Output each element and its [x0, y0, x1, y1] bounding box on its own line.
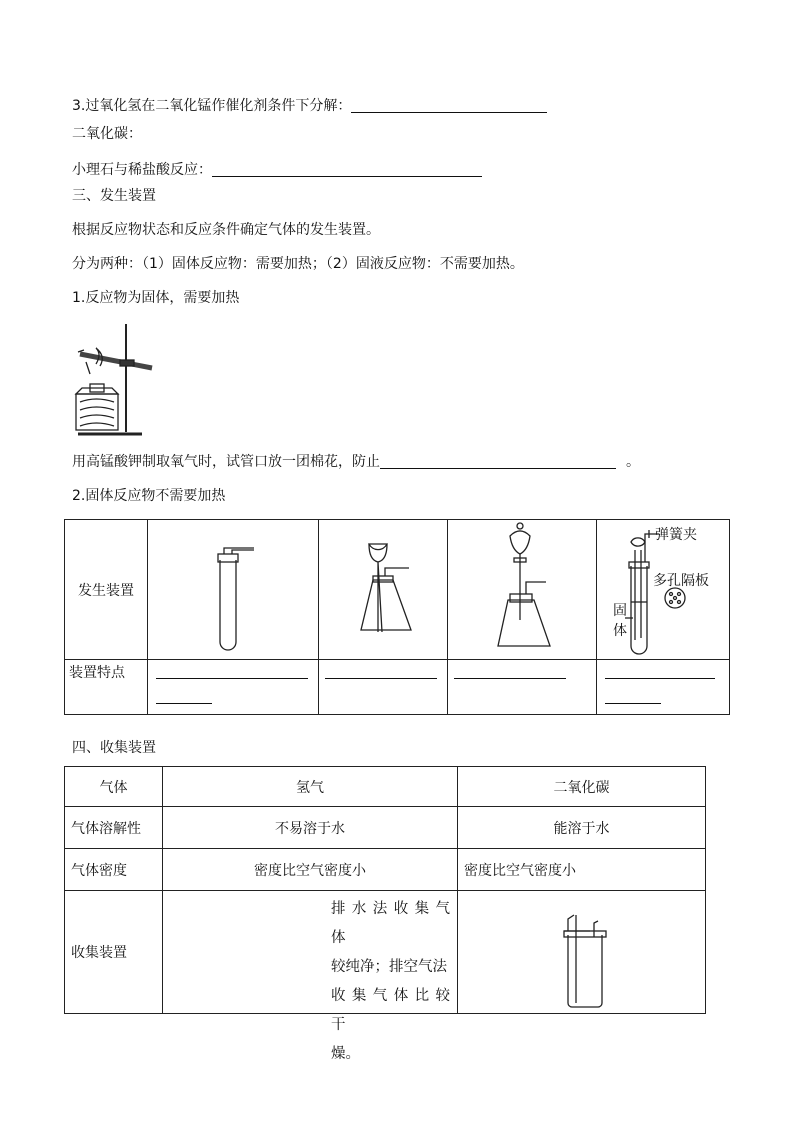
gen-cell-kipp-tube	[597, 520, 730, 660]
marble-prompt: 小理石与稀盐酸反应：	[72, 162, 212, 178]
porous-plate-label: 多孔隔板	[653, 573, 709, 589]
density-label: 气体密度	[65, 849, 163, 891]
solid-label-1: 固	[613, 603, 627, 619]
feature-row-label: 装置特点	[65, 660, 148, 715]
subtitle-1: 1.反应物为固体，需要加热	[72, 290, 240, 306]
kmno4-prompt: 用高锰酸钾制取氧气时，试管口放一团棉花，防止	[72, 454, 380, 470]
spring-clip-label: 弹簧夹	[655, 527, 697, 543]
solubility-co2: 能溶于水	[458, 807, 706, 849]
gen-cell-test-tube	[148, 520, 319, 660]
density-co2: 密度比空气密度小	[458, 849, 706, 891]
subtitle-2: 2.固体反应物不需要加热	[72, 488, 226, 504]
gen-row-label: 发生装置	[65, 520, 148, 660]
collect-h2-cell	[163, 891, 458, 1062]
line-marble	[72, 160, 482, 180]
para-two-kinds: 分为两种：（1）固体反应物：需要加热；（2）固液反应物：不需要加热。	[72, 256, 524, 272]
feature-blank-1[interactable]	[148, 660, 319, 715]
solubility-label: 气体溶解性	[65, 807, 163, 849]
para-intro: 根据反应物状态和反应条件确定气体的发生装置。	[72, 222, 380, 238]
density-h2: 密度比空气密度小	[163, 849, 458, 891]
gen-cell-separatory-flask	[448, 520, 597, 660]
answer-blank-2[interactable]	[212, 162, 482, 177]
solid-label-2: 体	[613, 623, 627, 639]
collect-label: 收集装置	[65, 891, 163, 1014]
line-co2: 二氧化碳：	[72, 126, 142, 142]
collect-co2-cell	[458, 891, 706, 1014]
section-title-3: 三、发生装置	[72, 188, 156, 204]
solubility-h2: 不易溶于水	[163, 807, 458, 849]
separatory-funnel-flask-image	[448, 520, 596, 659]
line-kmno4: 用高锰酸钾制取氧气时，试管口放一团棉花，防止 。	[72, 454, 640, 470]
header-h2: 氢气	[163, 767, 458, 807]
header-gas: 气体	[65, 767, 163, 807]
answer-blank-1[interactable]	[351, 98, 547, 113]
header-co2: 二氧化碳	[458, 767, 706, 807]
generation-table	[64, 519, 730, 715]
feature-blank-2[interactable]	[319, 660, 448, 715]
feature-blank-4[interactable]	[597, 660, 730, 715]
gen-cell-funnel-flask	[319, 520, 448, 660]
long-funnel-flask-image	[319, 520, 447, 659]
line-h2o2	[72, 96, 547, 116]
collection-table	[64, 766, 706, 1062]
feature-blank-3[interactable]	[448, 660, 597, 715]
collect-note: 排水法收集气体 较纯净；排空气法 收集气体比较干 燥。	[331, 901, 453, 1062]
test-tube-image	[148, 520, 318, 659]
section-title-4: 四、收集装置	[72, 740, 156, 756]
heating-apparatus-image	[72, 322, 158, 438]
gas-collection-bottle-image	[458, 891, 705, 1013]
answer-blank-3[interactable]	[380, 454, 616, 469]
h2o2-prompt: 3.过氧化氢在二氧化锰作催化剂条件下分解：	[72, 98, 352, 114]
